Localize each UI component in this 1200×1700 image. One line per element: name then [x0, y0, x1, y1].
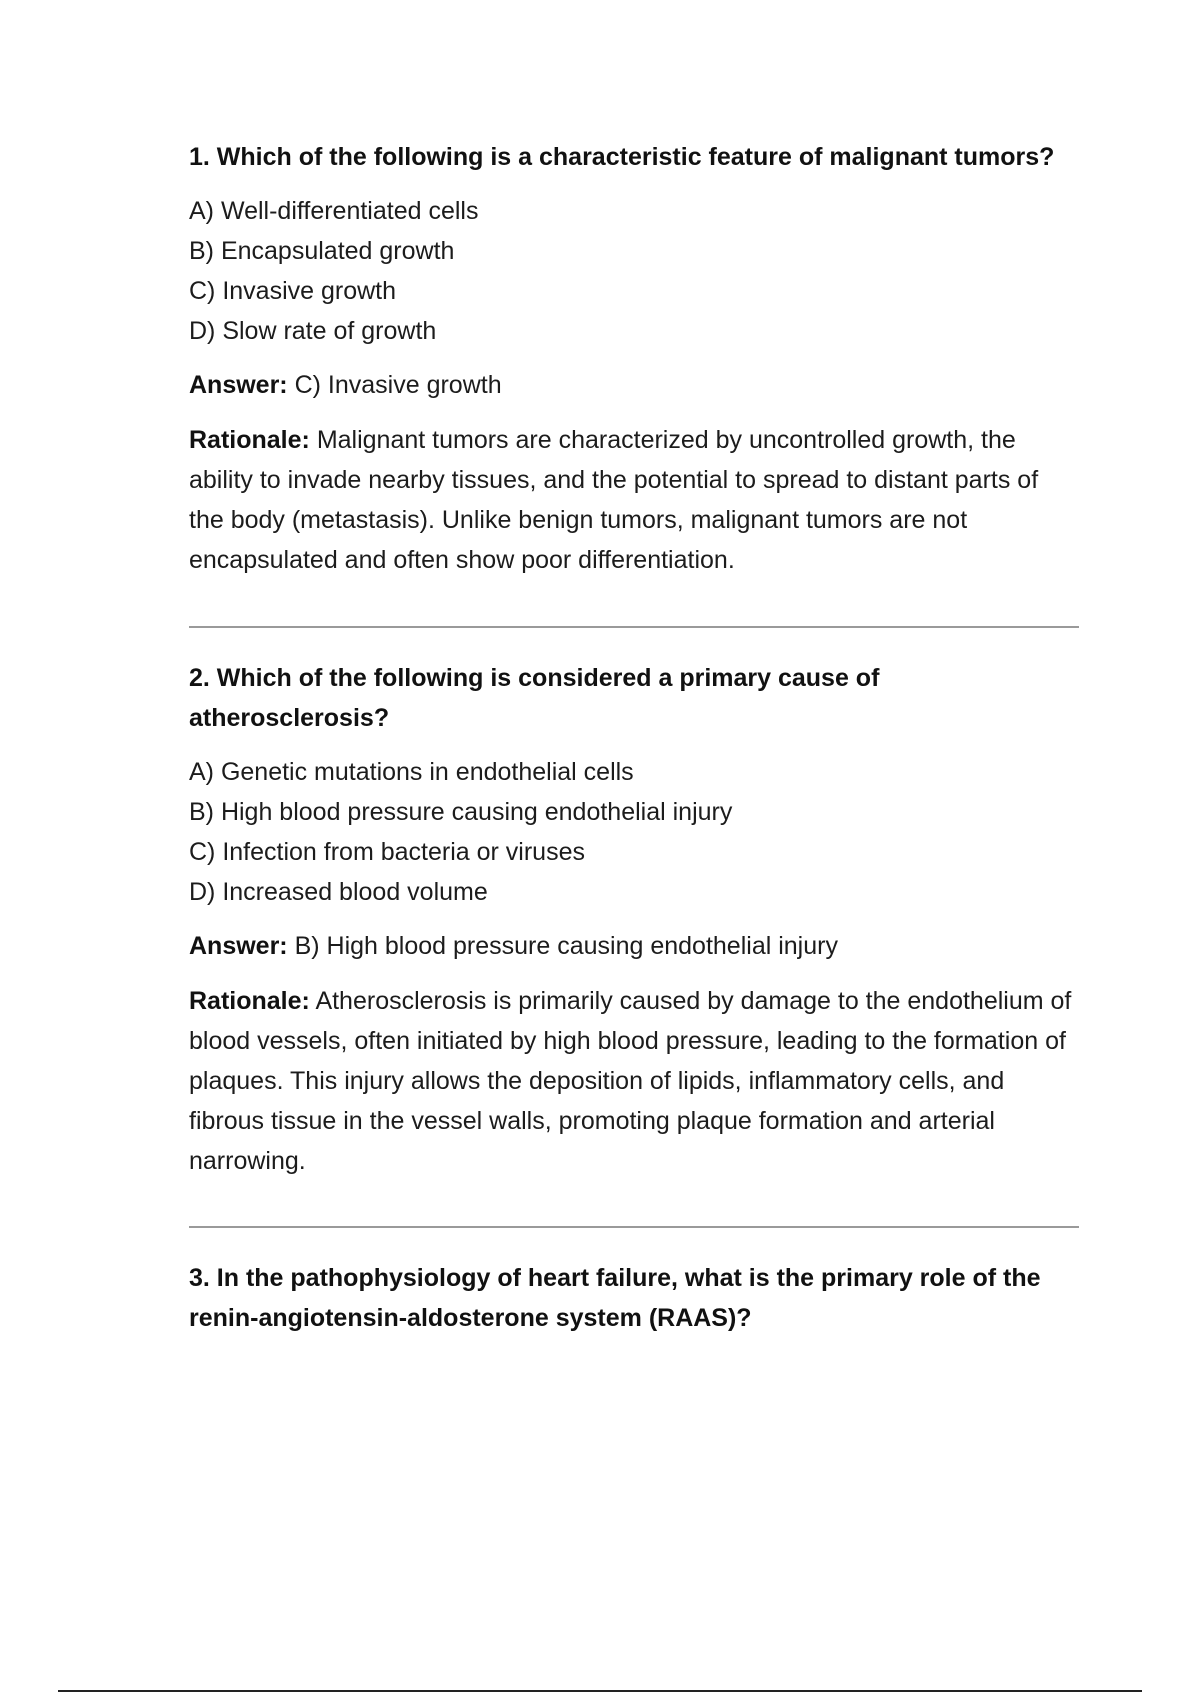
option-a: A) Well-differentiated cells: [189, 197, 479, 225]
section-divider: [189, 1226, 1079, 1228]
option-c: C) Infection from bacteria or viruses: [189, 838, 585, 866]
rationale-label: Rationale:: [189, 426, 310, 454]
page-bottom-rule: [58, 1690, 1142, 1692]
answer-text: B) High blood pressure causing endothelial injury: [294, 932, 838, 960]
answer-line: [189, 365, 1079, 405]
option-b: B) High blood pressure causing endothelial injury: [189, 798, 733, 826]
question-1: [189, 137, 1079, 580]
option-a: A) Genetic mutations in endothelial cells: [189, 758, 634, 786]
section-divider: [189, 626, 1079, 628]
answer-label: Answer:: [189, 932, 288, 960]
question-2: [189, 658, 1079, 1181]
option-c: C) Invasive growth: [189, 277, 397, 305]
rationale-text: Malignant tumors are characterized by uncontrolled growth, the ability to invade nearby tissues, and the potential to spread to distant parts of the body (metastasis). Unlike benign tumors, malignant tumors are not encapsulated and often show poor differentiation.: [189, 426, 1039, 574]
option-b: B) Encapsulated growth: [189, 237, 455, 265]
rationale-label: Rationale:: [189, 987, 310, 1015]
answer-label: Answer:: [189, 371, 288, 399]
document-page: [189, 137, 1079, 1338]
answer-text: C) Invasive growth: [294, 371, 502, 399]
answer-options: [189, 752, 1079, 912]
question-title: 1. Which of the following is a characteristic feature of malignant tumors?: [189, 143, 1055, 171]
question-title: 2. Which of the following is considered a primary cause of atherosclerosis?: [189, 664, 880, 732]
answer-line: [189, 926, 1079, 966]
rationale-text: Atherosclerosis is primarily caused by damage to the endothelium of blood vessels, often initiated by high blood pressure, leading to the formation of plaques. This injury allows the deposition of lipids, inflammatory cells, and fibrous tissue in the vessel walls, promoting plaque formation and arterial narrowing.: [189, 987, 1072, 1175]
option-d: D) Slow rate of growth: [189, 317, 437, 345]
rationale-paragraph: [189, 981, 1079, 1181]
rationale-paragraph: [189, 420, 1079, 580]
option-d: D) Increased blood volume: [189, 878, 488, 906]
answer-options: [189, 191, 1079, 351]
question-3: [189, 1258, 1079, 1338]
question-title: 3. In the pathophysiology of heart failure, what is the primary role of the renin-angiotensin-aldosterone system (RAAS)?: [189, 1264, 1041, 1332]
